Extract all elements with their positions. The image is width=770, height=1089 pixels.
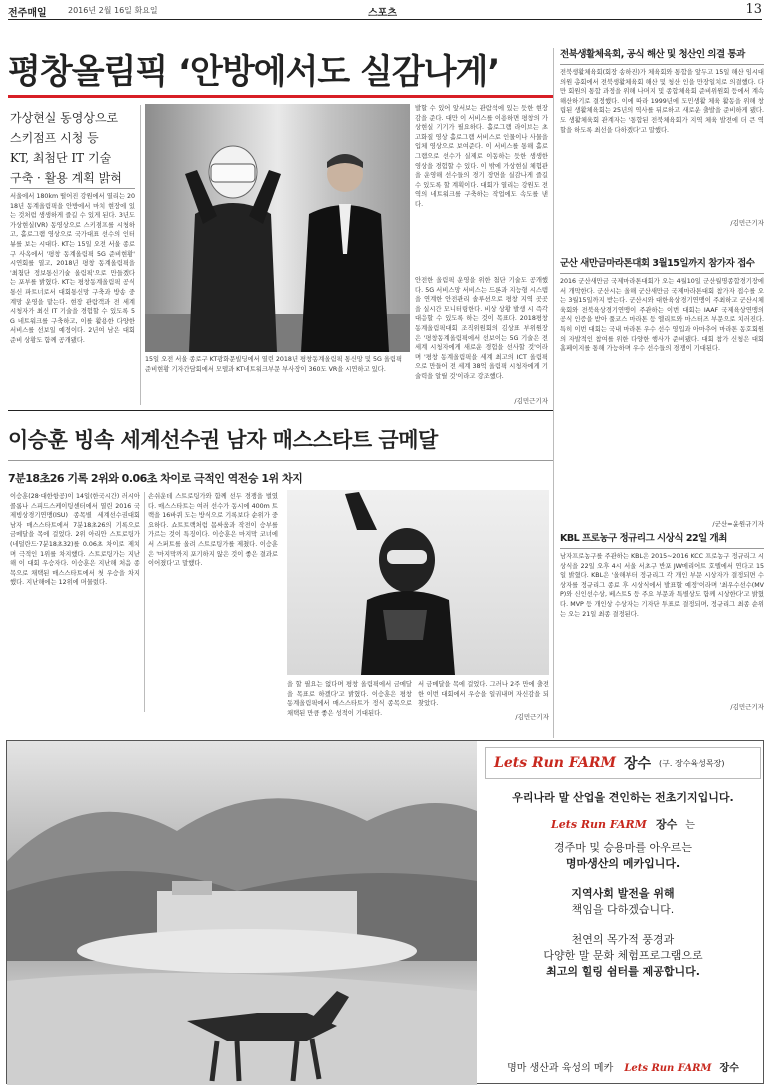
sidebar (560, 46, 764, 227)
headline2-rule (8, 460, 553, 461)
advertisement (6, 740, 764, 1084)
subtitle-line: 스키점프 시청 등 (10, 131, 99, 145)
second-headline: 이승훈 빙속 세계선수권 남자 매스스타트 금메달 (8, 428, 438, 452)
sidebar-body: 2016 군산새만금 국제마라톤대회가 오는 4월10일 군산월명종합경기장에서 개막한다. 군산시는 올해 군산새만금 국제마라톤대회 참가자 접수를 오는 3월15일까지 받는다. 군산시와 대한육상경기연맹이 주최하고 군산시체육회와 전북육상경기연맹이 주관하는 이번 대회는 IAAF 국제육상연맹의 공식 인증을 받아 풀코스 마라톤 등 엘리트와 마스터즈 부문으로 치러진다. 특히 이번 대회는 국내 마라톤 우수 선수 영입과 아마추어 마라톤 동호회원의 자발적인 참여를 위한 다양한 행사가 준비됐다. 대회 참가 신청은 대회 홈페이지를 통해 가능하며 우수 선수들의 경쟁이 기대된다. (560, 278, 764, 353)
skater-photo (287, 490, 549, 675)
ad-brand-line (485, 813, 761, 832)
farm-logo-small: Lets Run FARM (551, 818, 647, 831)
sidebar-rule (553, 48, 554, 738)
second-article-col-4: 서 금메달을 목에 걸었다. 그러나 2주 만에 출전한 이번 대회에서 우승을 일궈내며 자신감을 되찾았다. (418, 681, 549, 708)
second-deck: 7분18초26 기록 2위와 0.06초 차이로 극적인 역전승 1위 차지 (8, 472, 303, 485)
farm-photo (7, 741, 477, 1085)
page-number: 13 (745, 2, 762, 17)
ad-copy (485, 747, 761, 1079)
main-photo-caption: 15일 오전 서울 종로구 KT광화문빌딩에서 열린 2018년 평창동계올림픽 통신망 및 5G 올림픽 준비현황 기자간담회에서 모델과 KT네트워크부문 부사장이 360도 VR을 시연하고 있다. (145, 356, 403, 373)
brand-korean-small: 장수 (655, 818, 678, 831)
ad-line: 경주마 및 승용마를 아우르는 (553, 841, 692, 854)
section-divider (8, 410, 553, 411)
brand-suffix: 는 (685, 820, 695, 831)
ad-line: 책임을 다하겠습니다. (571, 903, 675, 916)
second-article-col-2: 손쉬운데 스트로팅가와 함께 선두 경쟁을 벌였다. 매스스타트는 여러 선수가 동시에 400m 트랙을 16바퀴 도는 방식으로 기록보다 순위가 중요하다. 쇼트트랙처럼 몸싸움과 작전이 승부를 가르는 것이 특징이다. 이승훈은 마지막 코너에서 스퍼트를 올려 스트로팅가를 제쳤다. 이승훈은 '마지막까지 포기하지 않은 것이 좋은 결과로 이어졌다'고 말했다. (148, 493, 278, 568)
farm-logo: Lets Run FARM (494, 755, 616, 771)
brand-korean-footer: 장수 (719, 1063, 739, 1074)
farm-landscape (7, 741, 477, 1085)
subtitle-line: KT, 최첨단 IT 기술 (10, 151, 112, 165)
main-article-col-4: 발할 수 있어 앞서보는 관람석에 있는 듯한 현장감을 준다. 대만 이 서비스를 이용하면 평창의 가상현실 기기가 필요하다. 홀로그램 라이브는 초고화질 영상 홀로그램 서비스로 인물이나 사물을 입체 영상으로 보여준다. 이 서비스를 통해 홀로그램으로 선수가 실제로 이동하는 듯한 생생한 영상을 경험할 수 있다. 이 밖에 가상현실 체험관을 운영해 선수들의 경기 장면을 실감나게 즐길 수 있도록 할 계획이다. 대회가 열리는 강원도 전역의 네트워크를 구축하는 작업에도 속도를 낸다. (415, 105, 548, 208)
ad-line: 최고의 힐링 쉼터를 제공합니다. (546, 965, 700, 978)
subtitle-divider (10, 188, 135, 189)
ad-brand-box (485, 747, 761, 779)
sidebar-body: 남자프로농구를 주관하는 KBL은 2015~2016 KCC 프로농구 정규리그 시상식을 22일 오후 4시 서울 서초구 반포 JW메리어트 호텔에서 연다고 15일 밝혔다. KBL은 '올해부터 정규리그 각 개인 부문 시상자가 결정되면 수상자를 정규리그 종료 후 시상식에서 발표할 예정'이라며 '최우수선수(MVP)와 신인선수상, 베스트5 등 주요 부문과 특별상도 함께 시상한다'고 밝혔다. MVP 등 개인상 수상자는 기자단 투표로 결정되며, 정규리그 최종 순위는 오는 21일 최종 결정된다. (560, 553, 764, 618)
section-name: 스포츠 (368, 8, 397, 19)
sidebar-divider (560, 548, 764, 549)
sidebar-title: 군산 새만금마라톤대회 3월15일까지 참가자 접수 (560, 258, 755, 269)
sidebar-body: 전북생활체육회(회장 송하진)가 체육회와 통합을 앞두고 15일 해산 임시대의원 총회에서 전북생활체육회 해산 및 청산 인을 만장일치로 의결했다. 다만 회원의 통합 과정을 위해 나머지 및 종합체육회 준비위원회 등에서 계속 해산하기로 결정했다. 이에 따라 1999년에 도민생활 체육 활동을 위해 창립된 생활체육회는 25년의 역사를 뒤로하고 새로운 출발을 준비하게 됐다. 도 생활체육회 관계자는 '통합된 전북체육회가 지역 체육 발전에 더 큰 역할을 하도록 최선을 다하겠다'고 말했다. (560, 69, 764, 134)
subtitle-line: 가상현실 동영상으로 (10, 111, 119, 125)
brand-note: (구. 장수육성목장) (659, 758, 725, 768)
main-article-col-5: 안전한 올림픽 운영을 위한 첨단 기술도 공개했다. 5G 서비스망 서비스는 드론과 지능형 시스템을 연계한 안전관리 솔루션으로 평창 지역 곳곳을 실시간 모니터링한다. 비상 상황 발생 시 즉각 대응할 수 있도록 하는 것이 목표다. 2018평창동계올림픽대회 조직위원회의 김상표 부위원장은 '평창동계올림픽에서 선보이는 5G 기술은 전 세계 시청자에게 새로운 경험을 선사할 것'이라며 '평창 동계올림픽을 세계 최고의 ICT 올림픽으로 만들어 전 세계 38억 올림픽 시청자에게 기술력을 알릴 것'이라고 강조했다. (415, 277, 548, 380)
second-article-col-3: 을 할 필요는 없다며 평창 올림픽에서 금메달을 목표로 하겠다'고 밝혔다. 이승훈은 평창 동계올림픽에서 매스스타트가 정식 종목으로 채택된 만큼 좋은 성적이 기대된다. (287, 681, 412, 717)
sidebar-credit: /군산=윤원규기자 (712, 520, 764, 528)
ad-line: 다양한 말 문화 체험프로그램으로 (543, 949, 703, 962)
sidebar (560, 255, 764, 528)
skater-figure (287, 490, 549, 675)
main-subtitles (10, 108, 135, 188)
main-article-col-1: 서울에서 180km 떨어진 강원에서 열리는 2018년 동계올림픽을 안방에서 마치 현장에 있는 것처럼 생생하게 즐길 수 있게 된다. 3년도 가상현실(VR) 동영상으로 스키점프를 시청하고, 홀로그램 영상으로 국가대표 선수의 인터뷰를 보는 시대다. KT는 15일 오전 서울 종로구 사옥에서 '평창 동계올림픽 5G 준비현황' 시연회를 열고, 2018년 평창 동계올림픽을 '최첨단 정보통신기술 올림픽'으로 만들겠다는 포부를 밝혔다. KT는 평창동계올림픽 공식 통신 파트너로서 대회통신망 구축과 방송 중계망 운영을 맡는다. 현장 관람객과 전 세계 시청자가 최신 IT 기술을 경험할 수 있도록 5G 네트워크를 구축하고, 이를 활용한 다양한 서비스를 선보일 예정이다. 2년여 남은 대회 준비 상황도 함께 공개됐다. (10, 193, 135, 344)
ad-line: 명마생산의 메카입니다. (565, 857, 681, 870)
sidebar-divider (560, 64, 764, 65)
headline-rule (8, 95, 553, 98)
main-article-credit: /김민근기자 (514, 397, 548, 405)
main-photo (145, 104, 410, 352)
sidebar-credit: /김민근기자 (730, 219, 764, 227)
column-rule (140, 105, 141, 405)
ad-line: 천연의 목가적 풍경과 (571, 933, 675, 946)
ad-footer-text: 명마 생산과 육성의 메카 (507, 1063, 614, 1074)
second-article-credit: /김민근기자 (515, 713, 549, 721)
second-article-col-1: 이승훈(28·대한항공)이 14일(한국시간) 러시아 콜롬나 스피드스케이팅센터에서 열린 2016 국제빙상경기연맹(ISU) 종목별 세계선수권대회 남자 매스스타트에서 7분18초26의 기록으로 금메달을 목에 걸었다. 2위 아리안 스트로팅가(네덜란드·7분18초32)를 0.06초 차이로 제치며 극적인 1위를 차지했다. 스트로팅가는 지난해 이 대회 우승자다. 이승훈은 지난해 처음 종목으로 채택된 매스스타트에서 첫 우승을 차지했다. 지난해에는 12위에 머물렀다. (10, 493, 140, 587)
ad-tagline: 우리나라 말 산업을 견인하는 전초기지입니다. (512, 791, 734, 804)
sidebar (560, 530, 764, 711)
farm-logo-footer: Lets Run FARM (624, 1063, 712, 1074)
main-headline: 평창올림픽 ‘안방에서도 실감나게’ (8, 52, 500, 92)
page-header (8, 4, 762, 20)
sidebar-credit: /김민근기자 (730, 703, 764, 711)
sidebar-divider (560, 273, 764, 274)
vr-demo-photo (145, 104, 410, 352)
ad-footer (485, 1056, 761, 1075)
masthead: 전주매일 (8, 8, 47, 19)
ad-line: 지역사회 발전을 위해 (571, 887, 675, 900)
subtitle-line: 구축 · 활용 계획 밝혀 (10, 171, 122, 185)
issue-date: 2016년 2월 16일 화요일 (68, 6, 158, 15)
brand-korean: 장수 (623, 756, 652, 772)
sidebar-title: 전북생활체육회, 공식 해산 및 청산인 의결 통과 (560, 49, 745, 60)
column-rule (144, 492, 145, 712)
sidebar-title: KBL 프로농구 정규리그 시상식 22일 개최 (560, 533, 727, 544)
